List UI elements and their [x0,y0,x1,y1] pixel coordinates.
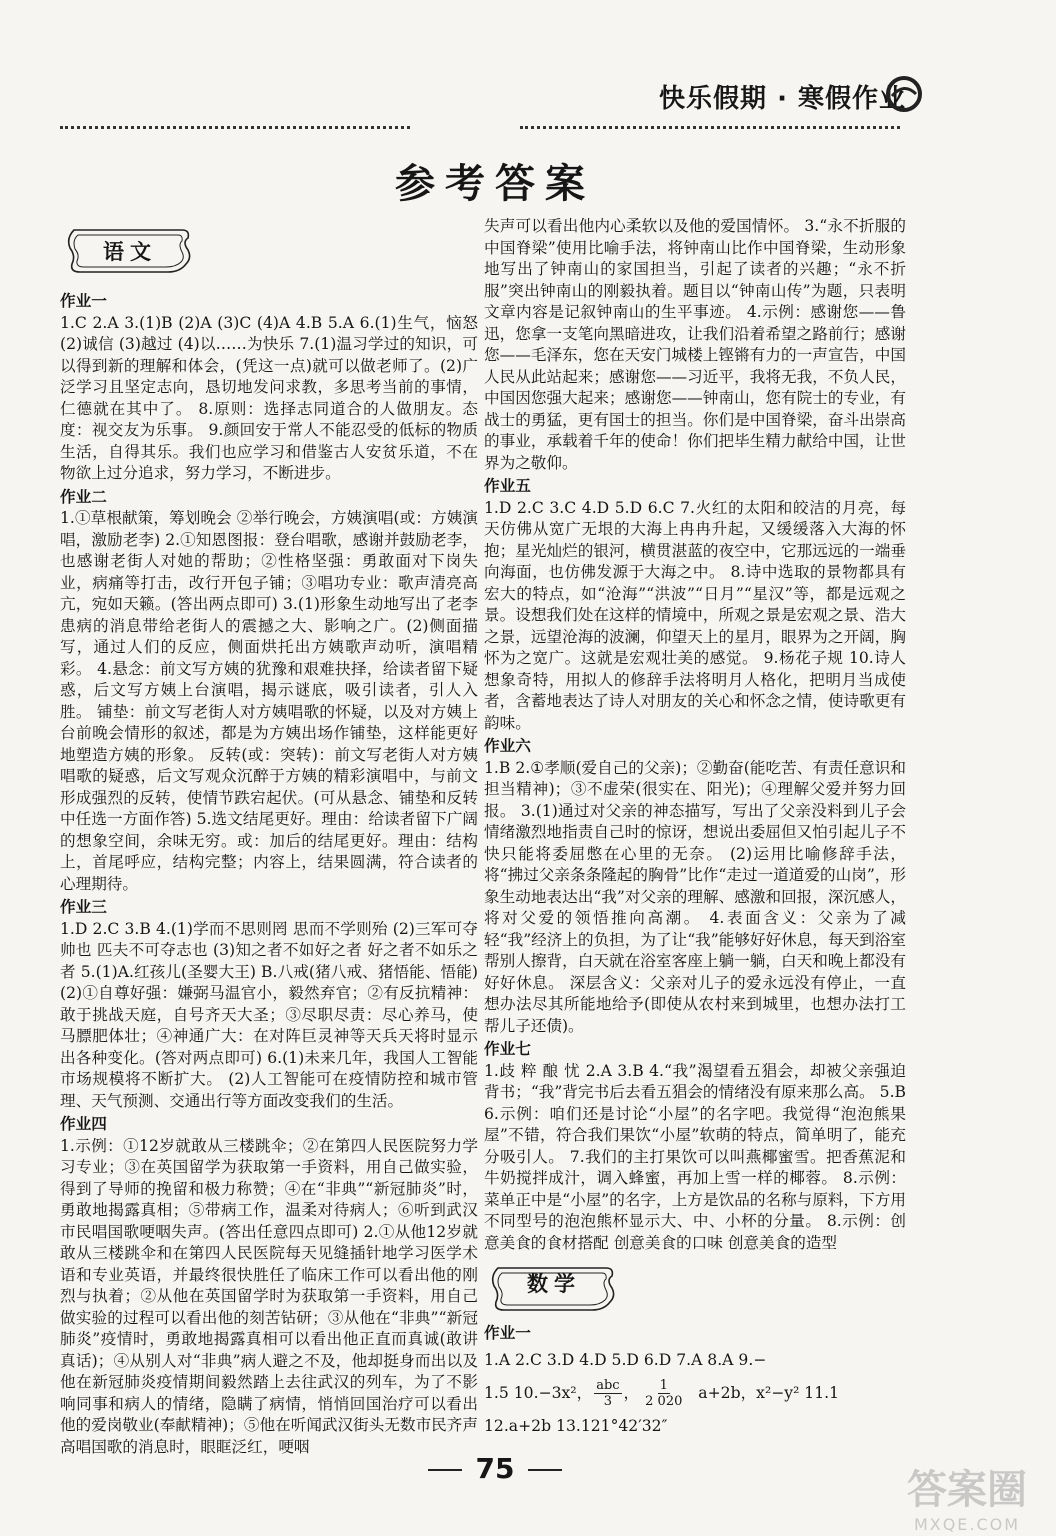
answer-text: 1.D 2.C 3.B 4.(1)学而不思则罔 思而不学则殆 (2)三军可夺帅也 匹夫不可夺志也 (3)知之者不如好之者 好之者不如乐之者 5.(1)A.红孩儿(圣婴大王) B.八戒(猪八戒、猪悟能、悟能) (2)①自尊好强：嫌弼马温官小，毅然弃官；②有反抗精神：敢于挑战天庭，自号齐天大圣；③尽职尽责：尽心养马，使马膘肥体壮；④神通广大：在对阵巨灵神等天兵天将时显示出各种变化。(答对两点即可) 6.(1)未来几年，我国人工智能市场规模将不断扩大。 (2)人工智能可在疫情防控和城市管理、天气预测、交通出行等方面改变我们的生活。 [60,919,483,1110]
section-tag-chinese [64,222,196,280]
math-answer-part: a+2b，x²−y² 11.1 [698,1383,840,1402]
math-answer-line: 12.a+2b 13.121°42′32″ [484,1416,668,1435]
left-column [60,289,483,1458]
homework-heading: 作业四 [60,1114,107,1133]
homework-heading: 作业一 [60,291,107,310]
homework-heading: 作业三 [60,897,107,916]
header-divider-right [520,126,900,129]
homework-heading: 作业二 [60,486,107,506]
answer-text: 1.B 2.①孝顺(爱自己的父亲)；②勤奋(能吃苦、有责任意识和担当精神)；③不虚荣(很实在、阳光)；④理解父爱并努力回报。 3.(1)通过对父亲的神态描写，写出了父亲没料到儿子会情绪激烈地指责自己时的惊讶，想说出委屈但又怕引起儿子不快只能将委屈憋在心里的无奈。 (2)运用比喻修辞手法，将“拂过父亲条条隆起的胸骨”比作“走过一道道爱的山岗”，形象生动地表达出“我”对父亲的理解、感激和回报，深沉感人，将对父爱的领悟推向高潮。 4.表面含义：父亲为了减轻“我”经济上的负担，为了让“我”能够好好休息，每天到浴室帮别人擦背，白天就在浴室客座上躺一躺，白天和晚上都没有好好休息。 深层含义：父亲对儿子的爱永远没有停止，一直想办法尽其所能地给予(即使从农村来到城里，也想办法打工帮儿子还债)。 [484,758,906,1035]
answer-text: 1.C 2.A 3.(1)B (2)A (3)C (4)A 4.B 5.A 6.(1)生气，恼怒 (2)诚信 (3)越过 (4)以……为快乐 7.(1)温习学过的知识，可以得到新的理解和体会，(凭这一点)就可以做老师了。(2)广泛学习且坚定志向，恳切地发问求教，多思考当前的事情，仁德就在其中了。 8.原则：选择志同道合的人做朋友。态度：视交友为乐事。 9.颜回安于常人不能忍受的低标的物质生活，自得其乐。我们也应学习和借鉴古人安贫乐道，不在物欲上过分追求，努力学习，不断进步。 [60,313,483,482]
fraction-denominator: 2 020 [645,1394,683,1409]
watermark [892,1458,1042,1534]
homework-heading: 作业一 [484,1323,531,1342]
answer-text: 1.D 2.C 3.C 4.D 5.D 6.C 7.火红的太阳和皎洁的月亮，每天仿佛从宽广无垠的大海上冉冉升起，又缓缓落入大海的怀抱；星光灿烂的银河，横贯湛蓝的夜空中，它那远远的一端垂向海面，也仿佛发源于大海之中。 8.诗中选取的景物都具有宏大的特点，如“沧海”“洪波”“日月”“星汉”等，都是远观之景。设想我们处在这样的情境中，所观之景是宏观之景、浩大之景，远望沧海的波澜，仰望天上的星月，眼界为之开阔，胸怀为之宽广。这就是宏观壮美的感觉。 9.杨花子规 10.诗人想象奇特，用拟人的修辞手法将明月人格化，把明月当成使者，含蓄地表达了诗人对朋友的关心和怀念之情，使诗歌更有韵味。 [484,498,906,732]
fraction [594,1378,621,1409]
answer-text: 1.示例：①12岁就敢从三楼跳伞；②在第四人民医院努力学习专业；③在英国留学为获取第一手资料，用自己做实验，得到了导师的挽留和极力称赞；④在“非典”“新冠肺炎”时，勇敢地揭露真相；⑤带病工作，温柔对待病人；⑥听到武汉市民唱国歌哽咽失声。(答出任意四点即可) 2.①从他12岁就敢从三楼跳伞和在第四人民医院每天见缝插针地学习医学术语和专业英语，并最终很快胜任了临床工作可以看出他的刚烈与执着；②从他在英国留学时为获取第一手资料，用自己做实验的过程可以看出他的刻苦钻研；③从他在“非典”“新冠肺炎”疫情时，勇敢地揭露真相可以看出他正直而真诚(敢讲真话)；④从别人对“非典”病人避之不及，他却挺身而出以及他在新冠肺炎疫情期间毅然踏上去往武汉的列车，为了不影响同事和病人的情绪，隐瞒了病情，悄悄回国治疗可以看出他的爱岗敬业(奉献精神)；⑤他在听闻武汉街头无数市民齐声高唱国歌的消息时，眼眶泛红，哽咽 [60,1136,478,1456]
math-answer-part: 1.5 10.−3x²， [484,1383,593,1402]
answer-text: 1.歧 粹 酿 忧 2.A 3.B 4.“我”渴望看五猖会，却被父亲强迫背书；“我”背完书后去看五猖会的情绪没有原来那么高。 5.B 6.示例：咱们还是讨论“小屋”的名字吧。我觉得“泡泡熊果屋”不错，符合我们果饮“小屋”软萌的特点，简单明了，能充分吸引人。 7.我们的主打果饮可以叫燕椰蜜雪。把香蕉泥和牛奶搅拌成汁，调入蜂蜜，再加上雪一样的椰蓉。 8.示例：菜单正中是“小屋”的名字，上方是饮品的名称与原料，下方用不同型号的泡泡熊杯显示大、中、小杯的分量。 8.示例：创意美食的食材搭配 创意美食的口味 创意美食的造型 [484,1061,911,1252]
page-number: 75 [0,1452,990,1485]
fraction [645,1378,682,1409]
page-title: 参考答案 [395,161,595,207]
fraction-denominator: 3 [603,1394,612,1409]
watermark-logo: 答案圈 [907,1467,1027,1513]
answer-text: 失声可以看出他内心柔软以及他的爱国情怀。 3.“永不折服的中国脊梁”使用比喻手法，将钟南山比作中国脊梁，生动形象地写出了钟南山的家国担当，引起了读者的兴趣；“永不折服”突出钟南山的刚毅执着。题目以“钟南山传”为题，只表明文章内容是记叙钟南山的生平事迹。 4.示例：感谢您——鲁迅，您拿一支笔向黑暗进攻，让我们沿着希望之路前行；感谢您——毛泽东，您在天安门城楼上铿锵有力的一声宣告，中国人民从此站起来；感谢您——习近平，我将无我，不负人民，中国因您强大起来；感谢您——钟南山，您有院士的专业，有战士的勇猛，更有国士的担当。你们是中国脊梁，奋斗出崇高的事业，承载着千年的使命！你们把毕生精力献给中国，让世界为之敬仰。 [484,217,906,472]
homework-heading: 作业七 [484,1039,531,1058]
homework-heading: 作业六 [484,736,531,755]
fraction-numerator: abc [596,1378,620,1393]
right-column [484,216,911,1441]
answer-text: 1.①草根献策，筹划晚会 ②举行晚会，方姨演唱(或：方姨演唱，激励老李) 2.①知恩图报：登台唱歌，感谢并鼓励老李，也感谢老街人对她的帮助；②性格坚强：勇敢面对下岗失业，病痛等打击，改行开包子铺；③唱功专业：歌声清亮高亢，宛如天籁。(答出两点即可) 3.(1)形象生动地写出了老李患病的消息带给老街人的震撼之大、影响之广。(2)侧面描写，通过人们的反应，侧面烘托出方姨歌声动听，演唱精彩。 4.悬念：前文写方姨的犹豫和艰难抉择，给读者留下疑惑，后文写方姨上台演唱，揭示谜底，吸引读者，引人入胜。 铺垫：前文写老街人对方姨唱歌的怀疑，以及对方姨上台前晚会情形的叙述，都是为方姨出场作铺垫，这样能更好地塑造方姨的形象。 反转(或：突转)：前文写老街人对方姨唱歌的疑惑，后文写观众沉醉于方姨的精彩演唱中，与前文形成强烈的反转，使情节跌宕起伏。(可从悬念、铺垫和反转中任选一方面作答) 5.选文结尾更好。理由：给读者留下广阔的想象空间，余味无穷。或：加后的结尾更好。理由：结构上，首尾呼应，结构完整；内容上，结果圆满，符合读者的心理期待。 [60,509,478,893]
swirl-logo-icon [884,74,924,114]
math-answer-line: 1.5 10.−3x²， abc 3 ， $\frac{1}{2 020}$ a+2b，x²−y² 11.1 [484,1378,840,1409]
book-brand: 快乐假期 · 寒假作业 [659,84,906,114]
homework-heading: 作业五 [484,476,531,495]
math-answer-line: 1.A 2.C 3.D 4.D 5.D 6.D 7.A 8.A 9.− [484,1350,767,1369]
fraction-numerator: 1 [659,1378,668,1393]
watermark-url: MXQE.COM [913,1515,1021,1534]
section-label: 语文 [103,240,157,264]
header-divider-left [60,126,410,129]
section-label: 数学 [527,1272,581,1296]
section-tag-math [488,1260,620,1318]
